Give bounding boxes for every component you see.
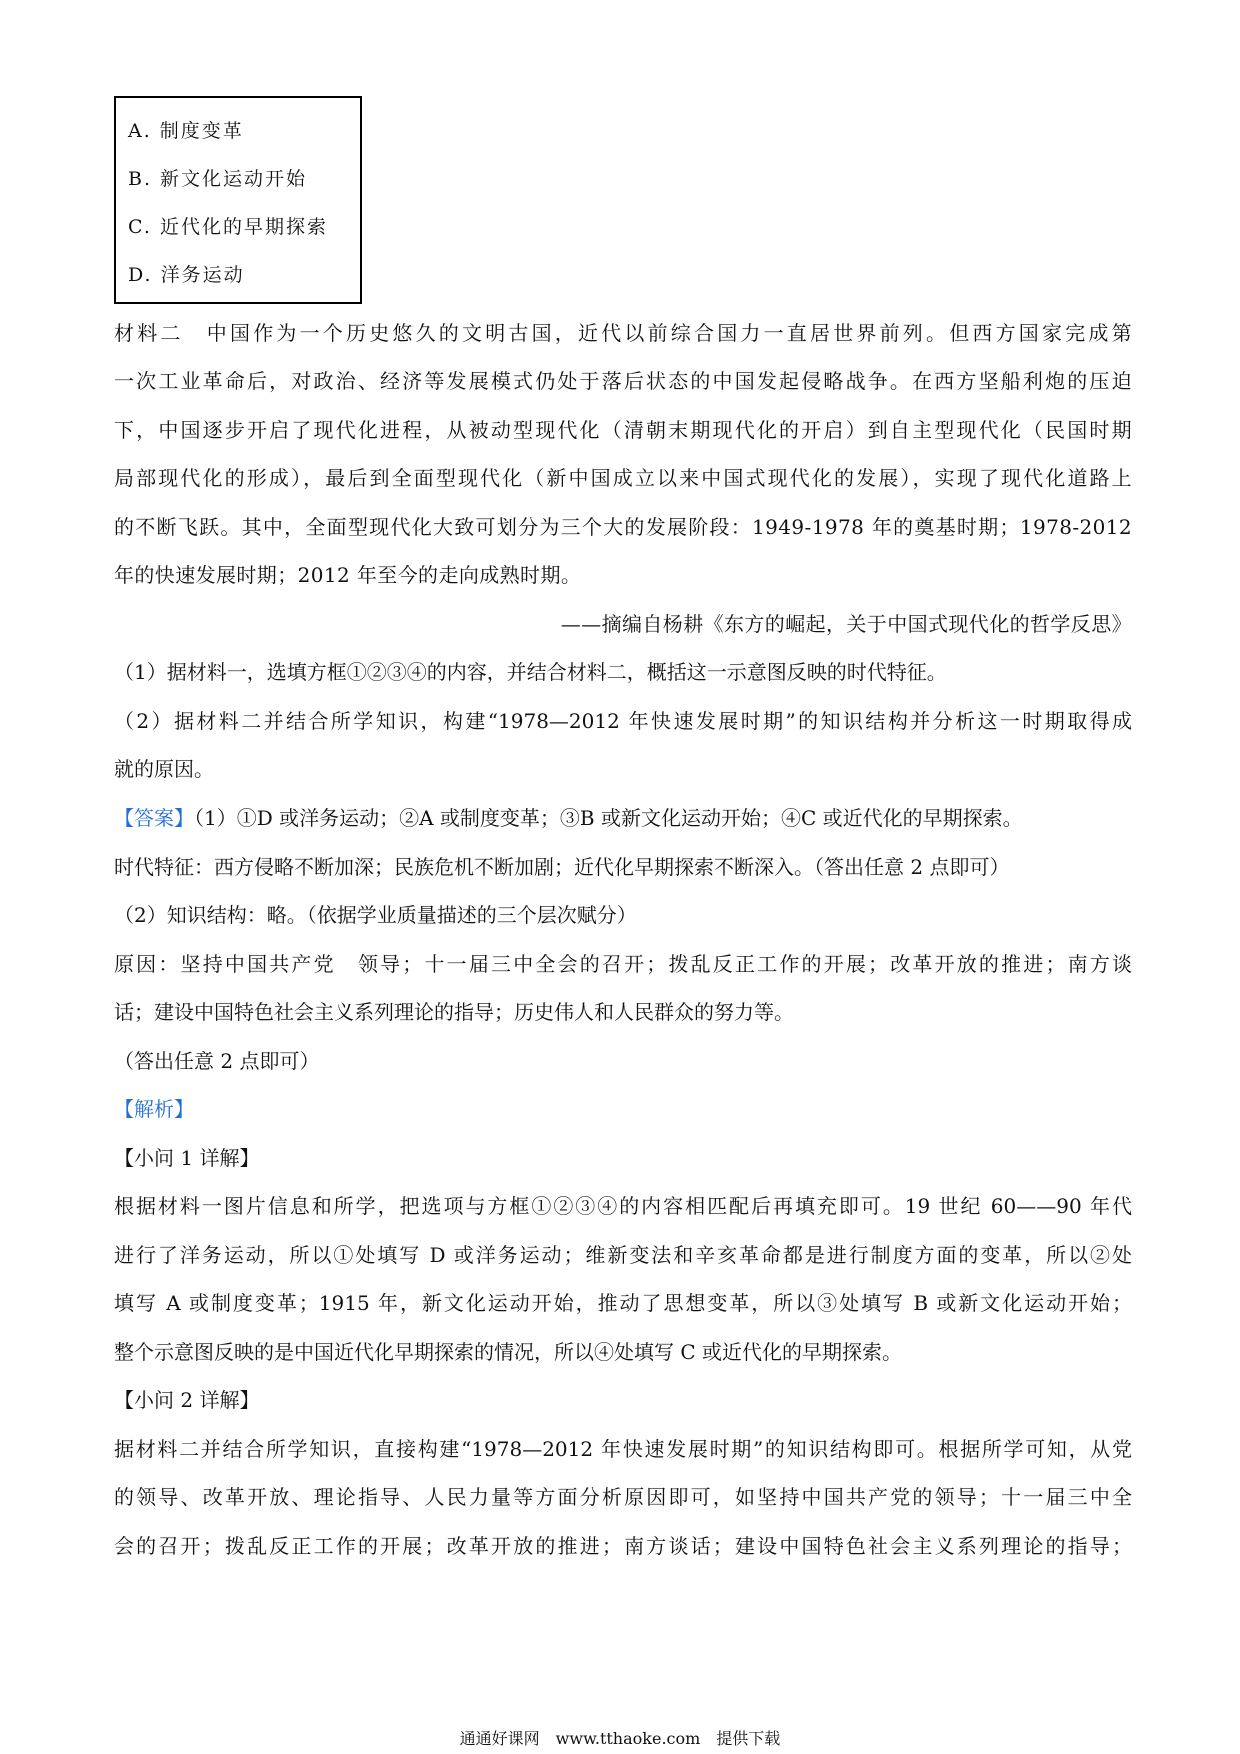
sub1-line: 整个示意图反映的是中国近代化早期探索的情况，所以④处填写 C 或近代化的早期探索。 <box>114 1340 903 1364</box>
answer-line: （答出任意 2 点即可） <box>114 1049 320 1073</box>
answer-line: （2）知识结构：略。（依据学业质量描述的三个层次赋分） <box>114 903 637 927</box>
material2-line: 的不断飞跃。其中，全面型现代化大致可划分为三个大的发展阶段：1949-1978 年的奠基时期；1978-2012 <box>114 515 1132 539</box>
material2-line: 一次工业革命后，对政治、经济等发展模式仍处于落后状态的中国发起侵略战争。在西方坚船利炮的压迫 <box>114 369 1132 393</box>
material2-line: 局部现代化的形成），最后到全面型现代化（新中国成立以来中国式现代化的发展），实现了现代化道路上 <box>114 466 1132 490</box>
question-1: （1）据材料一，选填方框①②③④的内容，并结合材料二，概括这一示意图反映的时代特征。 <box>114 660 947 684</box>
question-2-line: （2）据材料二并结合所学知识，构建“1978—2012 年快速发展时期”的知识结构并分析这一时期取得成 <box>114 709 1132 733</box>
answer-tag: 【答案】 <box>114 806 194 830</box>
answer-line: 话；建设中国特色社会主义系列理论的指导；历史伟人和人民群众的努力等。 <box>114 1000 794 1024</box>
answer-text: （1）①D 或洋务运动；②A 或制度变革；③B 或新文化运动开始；④C 或近代化的早期探索。 <box>194 806 1023 830</box>
sub1-line: 根据材料一图片信息和所学，把选项与方框①②③④的内容相匹配后再填充即可。19 世纪 60——90 年代 <box>114 1194 1132 1218</box>
sub1-line: 进行了洋务运动，所以①处填写 D 或洋务运动；维新变法和辛亥革命都是进行制度方面的变革，所以②处 <box>114 1243 1132 1267</box>
sub2-line: 会的召开；拨乱反正工作的开展；改革开放的推进；南方谈话；建设中国特色社会主义系列理论的指导； <box>114 1534 1132 1558</box>
sub1-line: 填写 A 或制度变革；1915 年，新文化运动开始，推动了思想变革，所以③处填写 B 或新文化运动开始； <box>114 1291 1132 1315</box>
option-c: C. 近代化的早期探索 <box>128 216 328 238</box>
sub-question-2-title: 【小问 2 详解】 <box>114 1388 260 1412</box>
material2-line: 年的快速发展时期；2012 年至今的走向成熟时期。 <box>114 563 582 587</box>
analysis-tag: 【解析】 <box>114 1097 194 1121</box>
material2-line: 材料二 中国作为一个历史悠久的文明古国，近代以前综合国力一直居世界前列。但西方国家完成第 <box>114 321 1132 345</box>
sub-question-1-title: 【小问 1 详解】 <box>114 1146 260 1170</box>
question-2-line: 就的原因。 <box>114 757 214 781</box>
sub2-line: 的领导、改革开放、理论指导、人民力量等方面分析原因即可，如坚持中国共产党的领导；十一届三中全 <box>114 1485 1132 1509</box>
answer-line: 原因：坚持中国共产党 领导；十一届三中全会的召开；拨乱反正工作的开展；改革开放的推进；南方谈 <box>114 952 1132 976</box>
options-box <box>114 96 362 304</box>
answer-line: 时代特征：西方侵略不断加深；民族危机不断加剧；近代化早期探索不断深入。（答出任意 2 点即可） <box>114 855 1010 879</box>
option-b: B. 新文化运动开始 <box>128 168 308 190</box>
answer-line <box>114 803 1132 833</box>
material2-line: 下，中国逐步开启了现代化进程，从被动型现代化（清朝末期现代化的开启）到自主型现代化（民国时期 <box>114 418 1132 442</box>
option-a: A. 制度变革 <box>128 120 244 142</box>
sub2-line: 据材料二并结合所学知识，直接构建“1978—2012 年快速发展时期”的知识结构即可。根据所学可知，从党 <box>114 1437 1132 1461</box>
material2-source: ——摘编自杨耕《东方的崛起，关于中国式现代化的哲学反思》 <box>560 612 1132 636</box>
option-d: D. 洋务运动 <box>128 264 245 286</box>
page-footer: 通通好课网 www.tthaoke.com 提供下载 <box>459 1729 781 1748</box>
